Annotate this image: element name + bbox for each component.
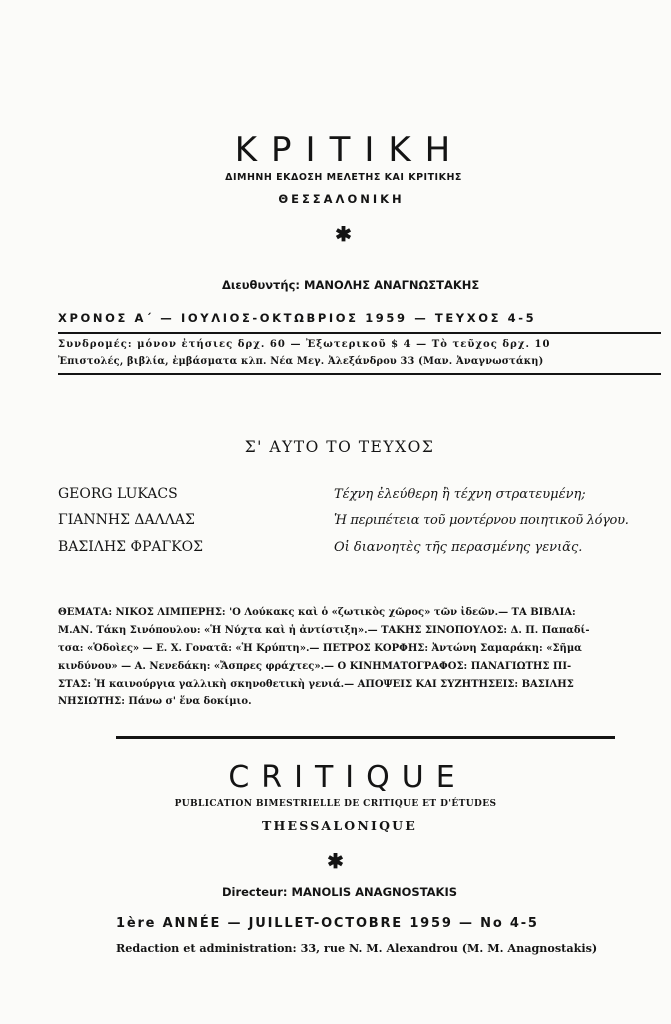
themes-line-1: ΘΕΜΑΤΑ: ΝΙΚΟΣ ΛΙΜΠΕΡΗΣ: 'Ο Λούκακς καὶ ὁ «ζωτικὸς χῶρος» τῶν ἰδεῶν.— ΤΑ ΒΙΒΛΙΑ: (58, 607, 576, 618)
greek-city: ΘΕΣΣΑΛΟΝΙΚΗ (278, 192, 405, 206)
greek-director (222, 278, 479, 292)
french-city: THESSALONIQUE (262, 818, 417, 833)
french-address-line: Redaction et administration: 33, rue N. M. Alexandrou (M. M. Anagnostakis) (116, 941, 598, 955)
contents-title-1: Τέχνη ἐλεύθερη ἢ τέχνη στρατευμένη; (334, 487, 586, 502)
greek-correspondence-line: Ἐπιστολές, βιβλία, ἐμβάσματα κλπ. Νέα Μεγ. Ἀλεξάνδρου 33 (Μαν. Ἀναγνωστάκη) (58, 356, 544, 367)
greek-issue-line: ΧΡΟΝΟΣ Α΄ — ΙΟΥΛΙΟΣ-ΟΚΤΩΒΡΙΟΣ 1959 — ΤΕΥΧΟΣ 4-5 (58, 311, 537, 325)
themes-line-5: ΣΤΑΣ: Ἡ καινούργια γαλλικὴ σκηνοθετικὴ γενιά.— ΑΠΟΨΕΙΣ ΚΑΙ ΣΥΖΗΤΗΣΕΙΣ: ΒΑΣΙΛΗΣ (58, 679, 574, 690)
french-issue-line: 1ère ANNÉE — JUILLET-OCTOBRE 1959 — No 4-5 (116, 916, 539, 931)
greek-divider-top (58, 332, 661, 334)
french-director-name: MANOLIS ANAGNOSTAKIS (291, 885, 458, 899)
greek-director-name: ΜΑΝΟΛΗΣ ΑΝΑΓΝΩΣΤΑΚΗΣ (304, 278, 480, 292)
french-subtitle: PUBLICATION BIMESTRIELLE DE CRITIQUE ET D'ÉTUDES (174, 799, 497, 809)
french-ornament-icon: ✱ (327, 849, 344, 873)
themes-line-3: τσα: «Ὁδοὶες» — Ε. Χ. Γονατᾶ: «Ἡ Κρύπτη».— ΠΕΤΡΟΣ ΚΟΡΦΗΣ: Ἀντώνη Σαμαράκη: «Σῆμα (58, 643, 582, 654)
greek-director-label: Διευθυντής: (222, 278, 300, 292)
french-director (0, 885, 671, 899)
contents-author-1: GEORG LUKACS (58, 486, 178, 502)
section-divider (116, 736, 615, 739)
contents-title-2: Ἡ περιπέτεια τοῦ μοντέρνου ποιητικοῦ λόγου. (334, 513, 629, 528)
greek-subtitle: ΔΙΜΗΝΗ ΕΚΔΟΣΗ ΜΕΛΕΤΗΣ ΚΑΙ ΚΡΙΤΙΚΗΣ (225, 172, 462, 183)
themes-line-2: Μ.ΑΝ. Τάκη Σινόπουλου: «Ἡ Νύχτα καὶ ἡ ἀντίστιξη».— ΤΑΚΗΣ ΣΙΝΟΠΟΥΛΟΣ: Δ. Π. Παπαδί- (58, 625, 590, 636)
themes-line-4: κινδύνου» — Α. Νενεδάκη: «Ἄσπρες φράχτες».— Ο ΚΙΝΗΜΑΤΟΓΡΑΦΟΣ: ΠΑΝΑΓΙΩΤΗΣ ΠΙ- (58, 661, 572, 672)
contents-heading: Σ' ΑΥΤΟ ΤΟ ΤΕΥΧΟΣ (244, 438, 435, 456)
greek-ornament-icon: ✱ (335, 222, 352, 246)
themes-line-6: ΝΗΣΙΩΤΗΣ: Πάνω σ' ἕνα δοκίμιο. (58, 696, 252, 707)
greek-divider-bottom (58, 373, 661, 375)
french-title: CRITIQUE (228, 760, 467, 795)
french-director-label: Directeur: (221, 885, 288, 899)
contents-author-3: ΒΑΣΙΛΗΣ ΦΡΑΓΚΟΣ (58, 539, 204, 555)
greek-subscription-line: Συνδρομές: μόνον ἐτήσιες δρχ. 60 — Ἐξωτερικοῦ $ 4 — Τὸ τεῦχος δρχ. 10 (58, 339, 551, 350)
contents-title-3: Οἱ διανοητὲς τῆς περασμένης γενιᾶς. (334, 540, 583, 555)
greek-title: ΚΡΙΤΙΚΗ (234, 130, 465, 170)
contents-author-2: ΓΙΑΝΝΗΣ ΔΑΛΛΑΣ (58, 512, 195, 528)
